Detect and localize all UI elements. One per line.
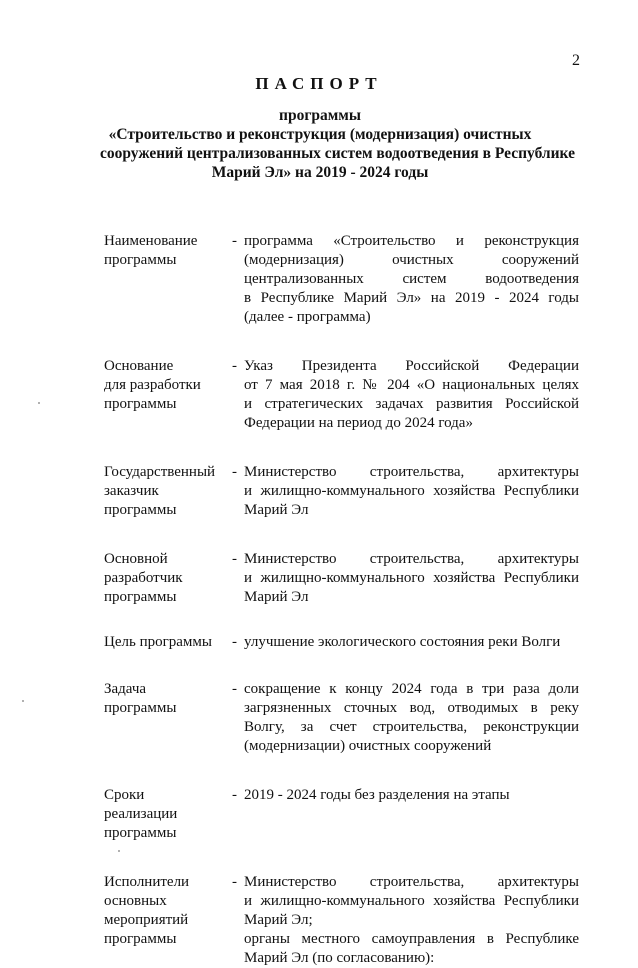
row-label-line: Сроки	[104, 787, 145, 803]
passport-row	[104, 680, 579, 756]
row-value-line: Федерации на период до 2024 года»	[244, 415, 473, 431]
row-label	[104, 873, 232, 949]
row-value-line: в Республике Марий Эл» на 2019 - 2024 годы	[244, 290, 579, 306]
row-label	[104, 550, 232, 607]
row-value-line: от 7 мая 2018 г. № 204 «О национальных целях	[244, 377, 579, 393]
program-title-line: «Строительство и реконструкция (модернизация) очистных	[108, 126, 532, 143]
row-value-line: (модернизации) очистных сооружений	[244, 738, 492, 754]
row-label-line: для разработки	[104, 377, 201, 393]
row-value-line: (далее - программа)	[244, 309, 371, 325]
row-value	[244, 873, 579, 968]
row-label-line: программы	[104, 700, 177, 716]
scan-speck	[38, 402, 40, 404]
row-dash: -	[232, 358, 237, 374]
row-label-line: Основание	[104, 358, 174, 374]
row-label-line: программы	[104, 396, 177, 412]
program-title-line: Марий Эл» на 2019 - 2024 годы	[211, 164, 429, 181]
row-label-line: Основной	[104, 551, 168, 567]
row-value-line: Марий Эл (по согласованию):	[244, 950, 435, 966]
row-dash: -	[232, 681, 237, 697]
row-label-line: реализации	[104, 806, 178, 822]
row-value-line: Указ Президента Российской Федерации	[244, 358, 579, 374]
row-label-line: основных	[104, 893, 167, 909]
passport-row	[104, 633, 579, 652]
row-value-line: централизованных систем водоотведения	[244, 271, 579, 287]
program-title-line: сооружений централизованных систем водоотведения в Республике	[100, 145, 575, 162]
passport-row	[104, 463, 579, 520]
row-label-line: программы	[104, 502, 177, 518]
row-label-line: заказчик	[104, 483, 159, 499]
row-value	[244, 463, 579, 520]
row-label-line: программы	[104, 589, 177, 605]
passport-row	[104, 786, 579, 843]
row-label-line: Цель программы	[104, 634, 212, 650]
row-value-line: и жилищно-коммунального хозяйства Республики	[244, 483, 579, 499]
passport-row	[104, 873, 579, 968]
row-value-line: и стратегических задачах развития Российской	[244, 396, 579, 412]
row-value	[244, 680, 579, 756]
row-value	[244, 786, 579, 805]
row-dash: -	[232, 464, 237, 480]
row-value-line: Министерство строительства, архитектуры	[244, 551, 579, 567]
row-value-line: Волгу, за счет строительства, реконструкции	[244, 719, 579, 735]
row-value-line: и жилищно-коммунального хозяйства Республики	[244, 570, 579, 586]
row-value-line: программа «Строительство и реконструкция	[244, 233, 579, 249]
row-dash: -	[232, 634, 237, 650]
row-dash: -	[232, 233, 237, 249]
program-title-line: программы	[279, 107, 361, 124]
row-value-line: сокращение к концу 2024 года в три раза доли	[244, 681, 579, 697]
row-label	[104, 232, 232, 270]
row-label-line: разработчик	[104, 570, 183, 586]
row-value-line: и жилищно-коммунального хозяйства Республики	[244, 893, 579, 909]
passport-row	[104, 550, 579, 607]
program-title	[100, 106, 575, 182]
row-label-line: мероприятий	[104, 912, 189, 928]
row-label	[104, 786, 232, 843]
row-label-line: программы	[104, 825, 177, 841]
row-value	[244, 232, 579, 327]
row-label-line: Государственный	[104, 464, 216, 480]
row-dash: -	[232, 874, 237, 890]
row-label	[104, 357, 232, 414]
row-label-line: программы	[104, 931, 177, 947]
row-value-line: загрязненных сточных вод, отводимых в реку	[244, 700, 579, 716]
row-value	[244, 633, 579, 652]
row-label	[104, 633, 232, 652]
row-dash: -	[232, 551, 237, 567]
document-title: ПАСПОРТ	[255, 74, 383, 93]
row-value-line: Марий Эл	[244, 589, 309, 605]
row-label-line: программы	[104, 252, 177, 268]
row-label	[104, 680, 232, 718]
row-value-line: Марий Эл	[244, 502, 309, 518]
row-value-line: 2019 - 2024 годы без разделения на этапы	[244, 787, 510, 803]
row-label-line: Наименование	[104, 233, 198, 249]
scan-speck	[118, 850, 120, 852]
row-value	[244, 550, 579, 607]
passport-row	[104, 357, 579, 433]
scan-speck	[22, 700, 24, 702]
row-value	[244, 357, 579, 433]
row-value-line: органы местного самоуправления в Республике	[244, 931, 579, 947]
row-label-line: Исполнители	[104, 874, 190, 890]
row-value-line: (модернизация) очистных сооружений	[244, 252, 579, 268]
row-value-line: Марий Эл;	[244, 912, 313, 928]
row-label-line: Задача	[104, 681, 147, 697]
row-dash: -	[232, 787, 237, 803]
passport-table	[104, 232, 579, 968]
page-number: 2	[572, 52, 580, 69]
row-label	[104, 463, 232, 520]
row-value-line: улучшение экологического состояния реки Волги	[244, 634, 561, 650]
row-value-line: Министерство строительства, архитектуры	[244, 464, 579, 480]
passport-row	[104, 232, 579, 327]
row-value-line: Министерство строительства, архитектуры	[244, 874, 579, 890]
